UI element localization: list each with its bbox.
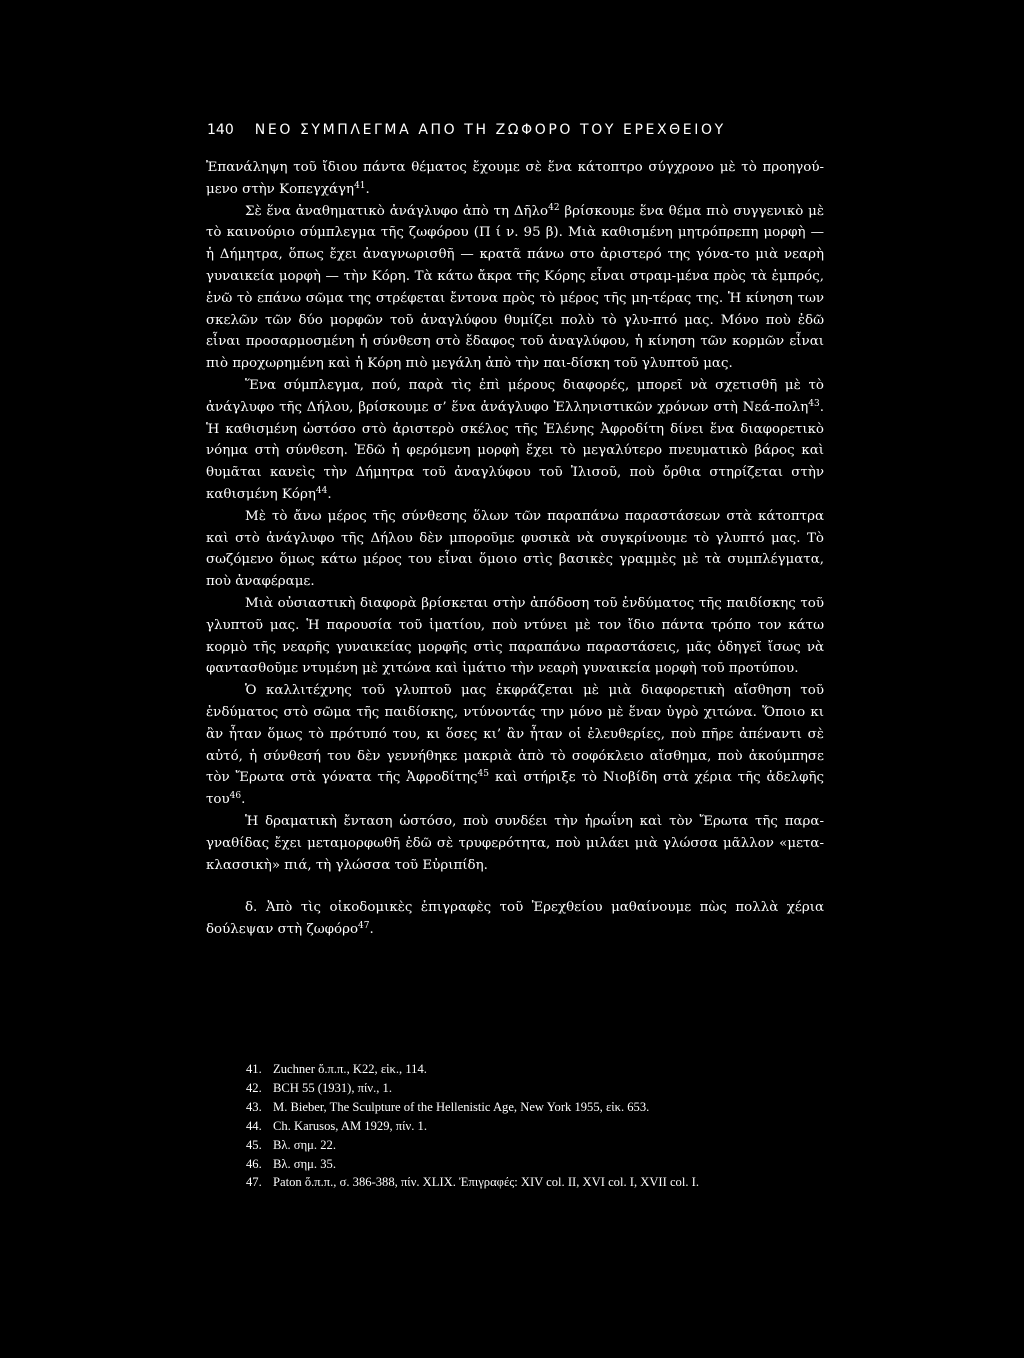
body-text — [206, 157, 824, 941]
footnote — [246, 1136, 846, 1155]
text-run: καὶ στήριξε τὸ Νιοβίδη στὰ χέρια τῆς ἀδελφῆς του — [206, 770, 824, 808]
footnote — [246, 1079, 846, 1098]
footnote-ref[interactable]: 41 — [354, 180, 366, 191]
paragraph — [206, 593, 824, 680]
page-number: 140 — [207, 122, 234, 138]
text-run: . — [327, 486, 332, 502]
footnote-number: 41. — [246, 1062, 262, 1076]
footnote-text: Ch. Karusos, AM 1929, πίν. 1. — [273, 1118, 427, 1133]
paragraph — [206, 375, 824, 506]
footnote-number: 44. — [246, 1118, 262, 1133]
text-run: Ἕνα σύμπλεγμα, πού, παρὰ τὶς ἐπὶ μέρους διαφορές, μπορεῖ νὰ σχετισθῆ μὲ τὸ ἀνάγλυφο τῆς Δήλου, βρίσκουμε σ’ ἕνα ἀνάγλυφο Ἑλληνιστικῶν χρόνων στὴ Νεά-πολη — [206, 377, 824, 415]
paragraph — [206, 506, 824, 593]
text-run: Ὁ καλλιτέχνης τοῦ γλυπτοῦ μας ἐκφράζεται μὲ μιὰ διαφορετικὴ αἴσθηση τοῦ ἐνδύματος στὸ σῶμα τῆς παιδίσκης, ντύνοντάς την μόνο μὲ ἕναν ὑγρὸ χιτώνα. Ὅποιο κι ἂν ἦταν ὅμως τὸ πρότυπό του, κι ὅσες κι’ ἂν ἦταν οἱ ἐλευθερίες, ποὺ πῆρε ἀπέναντι σὲ αὐτό, ἡ σύνθεσή του δὲν γεννήθηκε μακριὰ ἀπὸ τὸ σοφόκλειο αἴσθημα, ποὺ ἀκούμπησε τὸν Ἔρωτα στὰ γόνατα τῆς Ἀφροδίτης — [206, 683, 824, 786]
text-run: Μιὰ οὐσιαστικὴ διαφορὰ βρίσκεται στὴν ἀπόδοση τοῦ ἐνδύματος τῆς παιδίσκης τοῦ γλυπτοῦ μας. Ἡ παρουσία τοῦ ἱματίου, ποὺ ντύνει μὲ τον ἴδιο πάντα τρόπο τον κάτω κορμὸ τῆς νεαρῆς γυναικείας μορφῆς στὶς παραπάνω παραστάσεις, μᾶς ὁδηγεῖ ἴσως νὰ φαντασθοῦμε ντυμένη μὲ χιτώνα καὶ ἱμάτιο τὴν νεαρὴ γυναικεία μορφὴ τοῦ προτύπου. — [206, 595, 824, 677]
footnote-text: Βλ. σημ. 22. — [273, 1137, 336, 1152]
paragraph — [206, 157, 824, 201]
footnote-ref[interactable]: 44 — [315, 485, 328, 496]
footnote-number: 42. — [246, 1080, 262, 1095]
footnote-ref[interactable]: 45 — [477, 769, 489, 780]
footnote-text: Zuchner ὅ.π.π., K22, εἰκ., 114. — [273, 1062, 427, 1076]
footnote — [246, 1173, 846, 1192]
footnote-text: BCH 55 (1931), πίν., 1. — [273, 1080, 392, 1095]
running-title: ΝΕΟ ΣΥΜΠΛΕΓΜΑ ΑΠΟ ΤΗ ΖΩΦΟΡΟ ΤΟΥ ΕΡΕΧΘΕΙΟΥ — [254, 122, 726, 138]
text-run: δ. Ἀπὸ τὶς οἰκοδομικὲς ἐπιγραφὲς τοῦ Ἐρεχθείου μαθαίνουμε πὼς πολλὰ χέρια δούλεψαν στὴ ζωφόρο — [206, 900, 824, 938]
text-run: Ἡ δραματικὴ ἔνταση ὡστόσο, ποὺ συνδέει τὴν ἡρωΐνη καὶ τὸν Ἔρωτα τῆς παρα-γναθίδας ἔχει μεταμορφωθῆ ἐδῶ σὲ τρυφερότητα, ποὺ μιλάει μιὰ γλώσσα μᾶλλον «μετα-κλασσικὴ» πιά, τὴ γλώσσα τοῦ Εὐριπίδη. — [206, 813, 824, 873]
footnote-ref[interactable]: 42 — [548, 202, 560, 213]
paragraph — [206, 680, 824, 811]
footnote — [246, 1155, 846, 1174]
footnote — [246, 1098, 846, 1117]
footnote-text: M. Bieber, The Sculpture of the Hellenistic Age, New York 1955, εἰκ. 653. — [273, 1099, 650, 1114]
footnote-ref[interactable]: 43 — [808, 398, 820, 409]
footnote-ref[interactable]: 47 — [358, 921, 370, 932]
footnote — [246, 1117, 846, 1136]
footnote-text: Βλ. σημ. 35. — [273, 1156, 336, 1171]
footnote-ref[interactable]: 46 — [229, 791, 242, 802]
footnote-number: 46. — [246, 1156, 262, 1171]
footnote-number: 43. — [246, 1099, 262, 1114]
paragraph — [206, 811, 824, 876]
text-run: βρίσκουμε ἕνα θέμα πιὸ συγγενικὸ μὲ τὸ καινούριο σύμπλεγμα τῆς ζωφόρου (Π ί ν. 95 β). Μιὰ καθισμένη μητρόπρεπη μορφὴ — ἡ Δήμητρα, ὅπως ἔχει ἀναγνωρισθῆ — κρατᾶ πάνω στο ἀριστερό της γόνα-το μιὰ νεαρὴ γυναικεία μορφὴ — τὴν Κόρη. Τὰ κάτω ἄκρα τῆς Κόρης εἶναι στραμ-μένα πρὸς τὰ ἐμπρός, ἐνῶ τὸ επάνω σῶμα της στρέφεται ἔντονα πρὸς τὸ μέρος τῆς μη-τέρας της. Ἡ κίνηση των σκελῶν τῶν δύο μορφῶν τοῦ ἀναγλύφου θυμίζει πολὺ τὸ γλυ-πτό μας. Μόνο ποὺ ἐδῶ εἶναι προσαρμοσμένη ἡ σύνθεση στὸ ἔδαφος τοῦ ἀναγλύφου, ἡ κίνηση τῶν κορμῶν εἶναι πιὸ προχωρημένη καὶ ἡ Κόρη πιὸ μεγάλη ἀπὸ τὴν παι-δίσκη τοῦ γλυπτοῦ μας. — [206, 203, 825, 372]
paragraph — [206, 201, 824, 375]
footnote-number: 47. — [246, 1175, 262, 1190]
running-header — [207, 122, 827, 138]
text-run: . Ἡ καθισμένη ὡστόσο στὸ ἀριστερὸ σκέλος τῆς Ἑλένης Ἀφροδίτη δίνει ἕνα διαφορετικὸ νόημα στὴ σύνθεση. Ἐδῶ ἡ φερόμενη μορφὴ ἔχει τὸ μεγαλύτερο πνευματικὸ βάρος καὶ θυμᾶται κανεὶς τὴν Δήμητρα τοῦ ἀναγλύφου τοῦ Ἰλισοῦ, ποὺ ὄρθια στηρίζεται στὴν καθισμένη Κόρη — [206, 399, 824, 502]
footnote — [246, 1060, 846, 1079]
text-run: Μὲ τὸ ἄνω μέρος τῆς σύνθεσης ὅλων τῶν παραπάνω παραστάσεων στὰ κάτοπτρα καὶ στὸ ἀνάγλυφο τῆς Δήλου δὲν μποροῦμε φυσικὰ νὰ συγκρίνουμε τὸ γλυπτό μας. Τὸ σωζόμενο ὅμως κάτω μέρος του εἶναι ὅμοιο στὶς βασικὲς γραμμὲς μὲ τὰ συμπλέγματα, ποὺ ἀναφέραμε. — [206, 508, 824, 590]
section-paragraph — [206, 897, 824, 941]
text-run: . — [365, 181, 370, 197]
footnotes — [246, 1060, 846, 1192]
footnote-number: 45. — [246, 1137, 262, 1152]
footnote-text: Paton ὅ.π.π., σ. 386-388, πίν. XLIX. Ἐπιγραφές: XIV col. II, XVI col. I, XVII col. I. — [273, 1175, 699, 1190]
text-run: . — [241, 792, 246, 808]
text-run: Ἐπανάληψη τοῦ ἴδιου πάντα θέματος ἔχουμε σὲ ἕνα κάτοπτρο σύγχρονο μὲ τὸ προηγού-μενο στὴν Κοπεγχάγη — [206, 160, 824, 197]
text-run: . — [369, 922, 374, 938]
text-run: Σὲ ἕνα ἀναθηματικὸ ἀνάγλυφο ἀπὸ τη Δῆλο — [245, 203, 549, 219]
